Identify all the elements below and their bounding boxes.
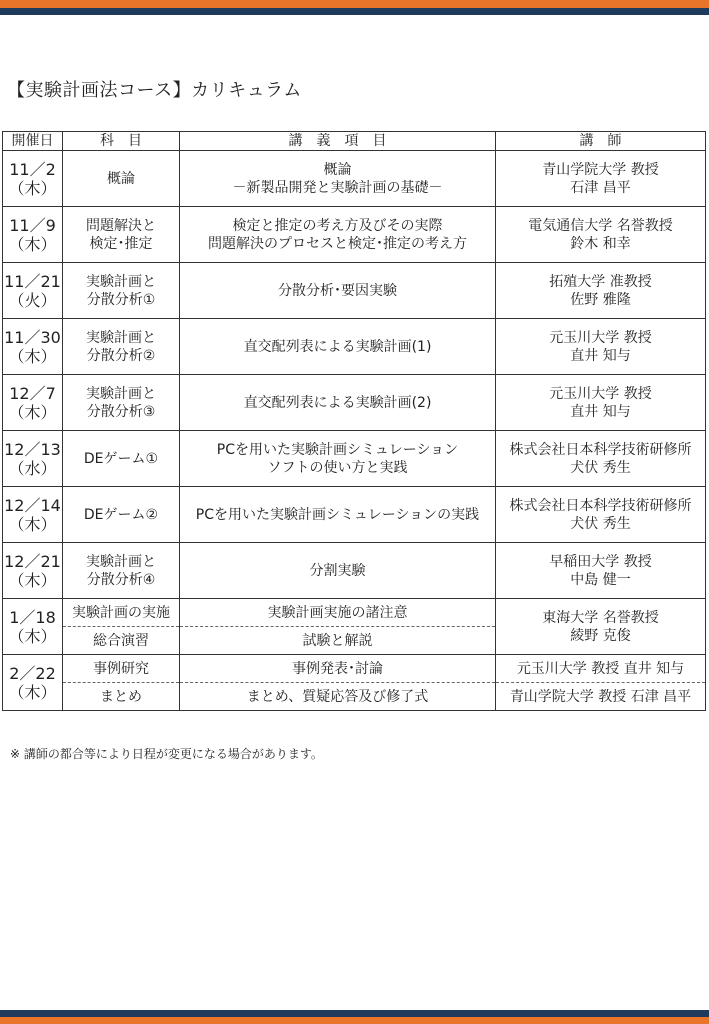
topic-cell — [180, 263, 496, 319]
subject-line-0: 問題解決と — [86, 217, 156, 234]
instructor-cell: 元玉川大学 教授 直井 知与 — [496, 655, 706, 683]
subject-line-0: 実験計画と — [86, 553, 156, 570]
subject-line-1: 分散分析③ — [86, 403, 156, 420]
date-cell — [3, 263, 63, 319]
topic-line-1: 問題解決のプロセスと検定･推定の考え方 — [208, 235, 467, 252]
date-text: 1／18 — [9, 607, 56, 627]
schedule-note: ※ 講師の都合等により日程が変更になる場合があります。 — [10, 747, 323, 761]
topic-line-1: －新製品開発と実験計画の基礎－ — [232, 179, 443, 196]
date-line-1: （木） — [8, 346, 57, 366]
table-row — [3, 151, 706, 207]
instructor-cell — [496, 263, 706, 319]
date-line-0: 11／2 — [9, 159, 56, 179]
instructor-line-1: 犬伏 秀生 — [570, 459, 631, 476]
top-navy-stripe — [0, 8, 709, 15]
table-row — [3, 375, 706, 431]
date-line-1: （火） — [8, 290, 57, 310]
subject-cell — [63, 151, 180, 207]
date-line-1: （木） — [8, 178, 57, 198]
table-row-0222-a — [3, 655, 706, 683]
instructor-cell — [496, 207, 706, 263]
topic-cell — [180, 375, 496, 431]
instructor-line-1: 石津 昌平 — [570, 179, 631, 196]
date-cell — [3, 487, 63, 543]
date-text: 2／22 — [9, 663, 56, 683]
header-instructor: 講 師 — [496, 132, 706, 151]
instructor-line-1: 直井 知与 — [570, 403, 631, 420]
topic-line-0: 概論 — [323, 161, 352, 178]
topic-line-0: 直交配列表による実験計画(2) — [243, 394, 432, 411]
date-line-0: 12／13 — [4, 439, 61, 459]
topic-line-0: PCを用いた実験計画シミュレーションの実践 — [195, 506, 480, 523]
date-cell — [3, 319, 63, 375]
instructor-cell — [496, 151, 706, 207]
instructor-affiliation: 東海大学 名誉教授 — [542, 609, 659, 626]
instructor-line-0: 元玉川大学 教授 — [549, 385, 652, 402]
subject-cell — [63, 431, 180, 487]
instructor-name: 綾野 克俊 — [570, 627, 631, 644]
subject-line-0: 概論 — [107, 170, 135, 187]
page-title: 【実験計画法コース】カリキュラム — [7, 80, 302, 101]
subject-line-1: 分散分析② — [86, 347, 156, 364]
subject-cell — [63, 487, 180, 543]
date-line-0: 12／7 — [9, 383, 56, 403]
date-cell — [3, 543, 63, 599]
date-cell — [3, 655, 63, 711]
topic-cell: 試験と解説 — [180, 627, 496, 655]
date-cell — [3, 151, 63, 207]
instructor-line-0: 株式会社日本科学技術研修所 — [509, 441, 692, 458]
subject-cell: 総合演習 — [63, 627, 180, 655]
instructor-cell: 青山学院大学 教授 石津 昌平 — [496, 683, 706, 711]
subject-cell: まとめ — [63, 683, 180, 711]
instructor-cell — [496, 431, 706, 487]
table-row — [3, 263, 706, 319]
table-row — [3, 431, 706, 487]
instructor-line-0: 青山学院大学 教授 — [542, 161, 659, 178]
bottom-orange-stripe — [0, 1017, 709, 1024]
instructor-cell — [496, 319, 706, 375]
subject-cell — [63, 263, 180, 319]
subject-cell: 事例研究 — [63, 655, 180, 683]
subject-line-0: 実験計画と — [86, 273, 156, 290]
instructor-cell — [496, 375, 706, 431]
header-date: 開催日 — [3, 132, 63, 151]
curriculum-table — [2, 131, 706, 711]
subject-line-1: 検定･推定 — [89, 235, 153, 252]
instructor-cell — [496, 487, 706, 543]
date-line-0: 12／14 — [4, 495, 61, 515]
header-subject: 科 目 — [63, 132, 180, 151]
date-cell — [3, 207, 63, 263]
topic-line-0: 直交配列表による実験計画(1) — [243, 338, 432, 355]
topic-cell — [180, 543, 496, 599]
date-line-1: （木） — [8, 234, 57, 254]
top-orange-stripe — [0, 0, 709, 8]
instructor-line-1: 中島 健一 — [570, 571, 631, 588]
table-body — [3, 151, 706, 711]
subject-cell — [63, 543, 180, 599]
instructor-line-0: 電気通信大学 名誉教授 — [528, 217, 673, 234]
table-row-0222-b — [3, 683, 706, 711]
topic-cell — [180, 151, 496, 207]
subject-line-0: 実験計画と — [86, 385, 156, 402]
instructor-line-1: 犬伏 秀生 — [570, 515, 631, 532]
instructor-cell — [496, 599, 706, 655]
subject-line-0: 実験計画と — [86, 329, 156, 346]
topic-line-0: 分割実験 — [309, 562, 366, 579]
subject-line-1: 分散分析① — [86, 291, 156, 308]
subject-line-0: DEゲーム① — [83, 450, 159, 467]
date-line-1: （木） — [8, 402, 57, 422]
instructor-line-0: 株式会社日本科学技術研修所 — [509, 497, 692, 514]
instructor-line-0: 早稲田大学 教授 — [549, 553, 652, 570]
bottom-navy-stripe — [0, 1010, 709, 1017]
instructor-line-0: 元玉川大学 教授 — [549, 329, 652, 346]
subject-cell — [63, 207, 180, 263]
topic-cell: 事例発表･討論 — [180, 655, 496, 683]
date-cell — [3, 599, 63, 655]
table-row-0118-a — [3, 599, 706, 627]
table-row — [3, 207, 706, 263]
subject-line-1: 分散分析④ — [86, 571, 156, 588]
date-line-1: （木） — [8, 570, 57, 590]
topic-line-1: ソフトの使い方と実践 — [267, 459, 408, 476]
subject-cell — [63, 319, 180, 375]
subject-cell: 実験計画の実施 — [63, 599, 180, 627]
date-line-0: 11／21 — [4, 271, 61, 291]
topic-line-0: 検定と推定の考え方及びその実際 — [232, 217, 443, 234]
topic-line-0: 分散分析･要因実験 — [278, 282, 397, 299]
weekday-text: （木） — [8, 682, 57, 702]
topic-cell — [180, 487, 496, 543]
instructor-line-1: 佐野 雅隆 — [570, 291, 631, 308]
topic-cell: まとめ、質疑応答及び修了式 — [180, 683, 496, 711]
date-line-1: （木） — [8, 514, 57, 534]
subject-cell — [63, 375, 180, 431]
topic-cell — [180, 319, 496, 375]
date-line-1: （水） — [8, 458, 57, 478]
date-cell — [3, 431, 63, 487]
topic-cell: 実験計画実施の諸注意 — [180, 599, 496, 627]
weekday-text: （木） — [8, 626, 57, 646]
table-row — [3, 487, 706, 543]
topic-cell — [180, 431, 496, 487]
instructor-line-0: 拓殖大学 准教授 — [549, 273, 652, 290]
instructor-cell — [496, 543, 706, 599]
table-row — [3, 319, 706, 375]
instructor-line-1: 鈴木 和幸 — [570, 235, 631, 252]
instructor-line-1: 直井 知与 — [570, 347, 631, 364]
date-line-0: 12／21 — [4, 551, 61, 571]
table-header-row — [3, 132, 706, 151]
date-cell — [3, 375, 63, 431]
table-row — [3, 543, 706, 599]
topic-cell — [180, 207, 496, 263]
header-topic: 講 義 項 目 — [180, 132, 496, 151]
subject-line-0: DEゲーム② — [83, 506, 159, 523]
topic-line-0: PCを用いた実験計画シミュレーション — [216, 441, 459, 458]
date-line-0: 11／30 — [4, 327, 61, 347]
date-line-0: 11／9 — [9, 215, 56, 235]
